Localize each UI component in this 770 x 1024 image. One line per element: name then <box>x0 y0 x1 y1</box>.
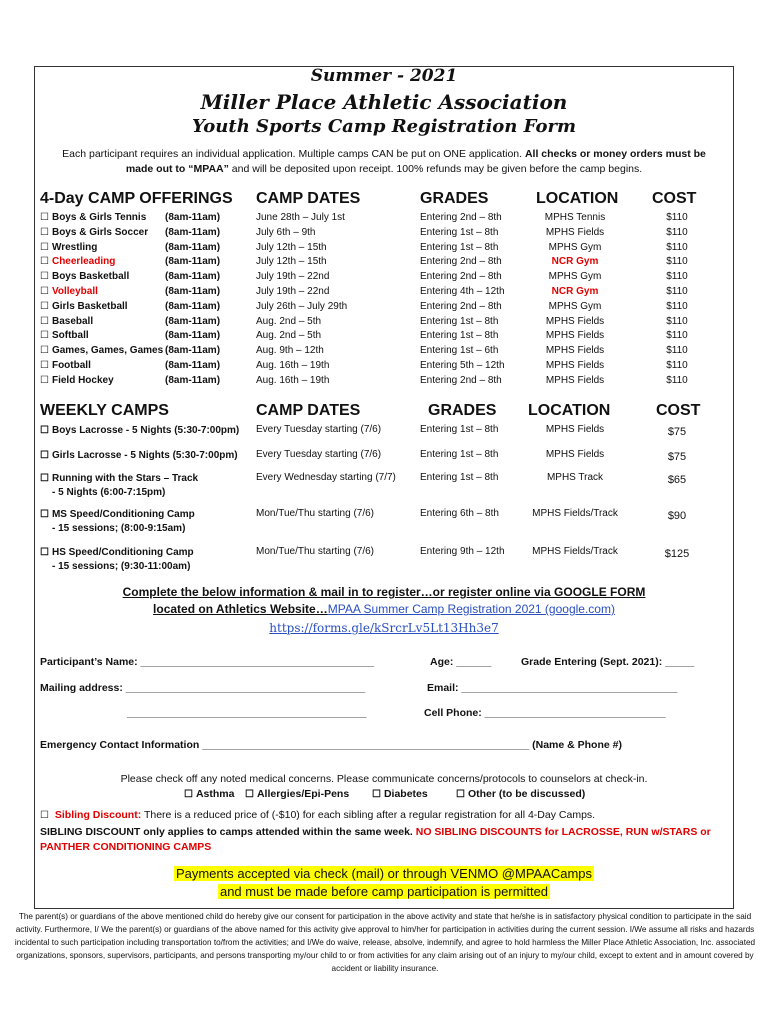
four-day-offering[interactable] <box>40 345 163 356</box>
checkbox-icon[interactable]: ☐ <box>40 212 49 223</box>
checkbox-icon[interactable]: ☐ <box>372 789 381 800</box>
camp-cost: $110 <box>666 212 688 223</box>
emergency-contact-field[interactable]: Emergency Contact Information ________________________________________________________ (Name & Phone #) <box>40 739 622 751</box>
payment-line2: and must be made before camp participation is permitted <box>219 884 549 899</box>
mailing-address-field[interactable]: Mailing address: _________________________________________ <box>40 682 366 694</box>
camp-dates: Aug. 9th – 12th <box>256 345 324 357</box>
camp-grades: Entering 5th – 12th <box>420 360 505 371</box>
url-line <box>34 619 734 637</box>
checkbox-icon[interactable]: ☐ <box>40 450 49 461</box>
four-day-header: 4-Day CAMP OFFERINGS <box>40 190 233 207</box>
medical-option-asthma[interactable]: ☐ Asthma <box>184 788 235 800</box>
camp-name: Boys & Girls Soccer <box>51 226 149 238</box>
four-day-offering[interactable] <box>40 227 148 238</box>
checkbox-icon[interactable]: ☐ <box>40 345 49 357</box>
weekly-offering[interactable] <box>40 449 238 463</box>
checkbox-icon[interactable]: ☐ <box>40 315 49 327</box>
medical-prompt: Please check off any noted medical concerns. Please communicate concerns/protocols to counselors at check-in. <box>120 773 648 785</box>
weekly-offering[interactable] <box>40 508 195 536</box>
checkbox-icon[interactable]: ☐ <box>184 789 193 800</box>
camp-location: NCR Gym <box>551 286 599 297</box>
weekly-location-header: LOCATION <box>528 402 611 419</box>
checkbox-icon[interactable]: ☐ <box>40 226 49 238</box>
checkbox-icon[interactable]: ☐ <box>40 241 49 253</box>
checkbox-icon[interactable]: ☐ <box>40 271 49 283</box>
website-prefix: located on Athletics Website… <box>153 602 328 616</box>
age-field[interactable]: Age: ______ <box>430 656 492 668</box>
google-form-url[interactable]: https://forms.gle/kSrcrLv5Lt13Hh3e7 <box>269 621 499 635</box>
intro-part3: and will be deposited upon receipt. 100% refunds may be given before the camp begins. <box>228 163 643 175</box>
weekly-cost: $75 <box>667 451 687 463</box>
checkbox-icon[interactable]: ☐ <box>40 330 49 342</box>
weekly-camp-name: HS Speed/Conditioning Camp <box>51 547 194 558</box>
camp-cost: $110 <box>666 300 688 312</box>
weekly-cost: $75 <box>667 426 687 438</box>
four-day-grades-header: GRADES <box>420 190 489 207</box>
weekly-camp-schedule: - 15 sessions; (9:30-11:00am) <box>52 561 191 572</box>
checkbox-icon[interactable]: ☐ <box>40 473 49 484</box>
camp-name: Games, Games, Games <box>51 345 164 357</box>
camp-time: (8am-11am) <box>165 360 221 371</box>
camp-time: (8am-11am) <box>165 241 221 253</box>
camp-dates: July 19th – 22nd <box>256 271 330 283</box>
weekly-location: MPHS Fields/Track <box>532 508 618 519</box>
weekly-grades: Entering 1st – 8th <box>420 472 499 483</box>
weekly-location: MPHS Fields <box>545 424 605 435</box>
camp-name: Wrestling <box>51 241 98 253</box>
payment-info <box>34 865 734 901</box>
camp-cost: $110 <box>666 374 688 386</box>
weekly-cost: $125 <box>664 548 690 560</box>
camp-location: MPHS Fields <box>545 360 605 371</box>
intro-part1: Each participant requires an individual application. Multiple camps CAN be put on ONE application. <box>62 148 525 160</box>
weekly-dates: Every Tuesday starting (7/6) <box>256 424 382 435</box>
checkbox-icon[interactable]: ☐ <box>456 789 465 800</box>
camp-cost: $110 <box>666 330 688 342</box>
weekly-grades-header: GRADES <box>428 402 497 419</box>
register-instructions: Complete the below information & mail in to register…or register online via GOOGLE FORM <box>122 585 646 599</box>
four-day-offering[interactable] <box>40 256 115 267</box>
camp-cost: $110 <box>666 286 688 297</box>
intro-text <box>48 147 720 177</box>
medical-option-diabetes[interactable]: ☐ Diabetes <box>372 788 428 800</box>
cell-phone-field[interactable]: Cell Phone: _______________________________ <box>424 707 666 719</box>
camp-name: Volleyball <box>51 286 98 297</box>
camp-cost: $110 <box>666 271 688 283</box>
four-day-offering[interactable] <box>40 316 93 327</box>
checkbox-icon[interactable]: ☐ <box>40 256 49 268</box>
weekly-location: MPHS Track <box>546 472 604 483</box>
weekly-camp-schedule: - 5 Nights (6:00-7:15pm) <box>52 487 166 498</box>
email-field[interactable]: Email: _____________________________________ <box>427 682 678 694</box>
camp-dates: July 12th – 15th <box>256 241 327 253</box>
camp-location: NCR Gym <box>551 256 599 268</box>
sibling-discount-label: Sibling Discount: <box>54 809 142 821</box>
camp-time: (8am-11am) <box>165 212 221 223</box>
weekly-camp-name: MS Speed/Conditioning Camp <box>51 509 195 520</box>
camp-dates: July 6th – 9th <box>256 226 316 238</box>
checkbox-icon[interactable]: ☐ <box>40 810 49 821</box>
weekly-offering[interactable] <box>40 472 198 500</box>
weekly-camp-schedule: - 15 sessions; (8:00-9:15am) <box>52 523 186 534</box>
camp-name: Boys Basketball <box>51 271 130 283</box>
four-day-offering[interactable] <box>40 360 91 371</box>
camp-dates: July 26th – July 29th <box>256 300 348 312</box>
camp-cost: $110 <box>666 241 688 253</box>
camp-name: Cheerleading <box>51 256 116 268</box>
camp-location: MPHS Fields <box>545 315 605 327</box>
camp-name: Field Hockey <box>51 374 114 386</box>
weekly-cost: $65 <box>667 474 687 486</box>
camp-time: (8am-11am) <box>165 286 221 297</box>
camp-location: MPHS Gym <box>548 271 602 283</box>
camp-grades: Entering 1st – 8th <box>420 330 499 342</box>
sibling-note-black: SIBLING DISCOUNT only applies to camps attended within the same week. <box>40 826 416 838</box>
participant-name-field[interactable]: Participant’s Name: ________________________________________ <box>40 656 375 668</box>
camp-grades: Entering 1st – 6th <box>420 345 499 357</box>
camp-location: MPHS Fields <box>545 345 605 357</box>
checkbox-icon[interactable]: ☐ <box>40 360 49 371</box>
camp-location: MPHS Fields <box>545 330 605 342</box>
checkbox-icon[interactable]: ☐ <box>40 425 49 436</box>
camp-name: Football <box>51 360 91 371</box>
weekly-offering[interactable] <box>40 546 194 574</box>
camp-grades: Entering 4th – 12th <box>420 286 505 297</box>
four-day-offering[interactable] <box>40 212 146 223</box>
weekly-camp-name: Boys Lacrosse - 5 Nights (5:30-7:00pm) <box>51 425 240 436</box>
google-form-link[interactable]: MPAA Summer Camp Registration 2021 (google.com) <box>327 602 615 616</box>
four-day-location-header: LOCATION <box>536 190 619 207</box>
camp-time: (8am-11am) <box>165 226 221 238</box>
camp-grades: Entering 2nd – 8th <box>420 212 502 223</box>
camp-dates: June 28th – July 1st <box>256 212 345 223</box>
four-day-offering[interactable] <box>40 330 89 341</box>
weekly-grades: Entering 9th – 12th <box>420 546 505 557</box>
four-day-offering[interactable] <box>40 375 114 386</box>
camp-dates: Aug. 16th – 19th <box>256 374 330 386</box>
camp-time: (8am-11am) <box>165 330 221 342</box>
register-website-line <box>34 601 734 618</box>
camp-cost: $110 <box>666 256 688 268</box>
camp-time: (8am-11am) <box>165 271 221 283</box>
medical-option-allergies[interactable]: ☐ Allergies/Epi-Pens <box>245 788 350 800</box>
camp-grades: Entering 2nd – 8th <box>420 271 502 283</box>
checkbox-icon[interactable]: ☐ <box>40 547 49 558</box>
camp-time: (8am-11am) <box>165 374 221 386</box>
camp-grades: Entering 1st – 8th <box>420 315 499 327</box>
season-title: Summer - 2021 <box>310 66 458 86</box>
camp-name: Boys & Girls Tennis <box>51 212 147 223</box>
intro-checks-note: All checks or money orders must be made out to “MPAA” <box>125 148 706 175</box>
weekly-camp-name: Running with the Stars – Track <box>51 473 199 484</box>
camp-time: (8am-11am) <box>165 300 221 312</box>
weekly-dates: Every Tuesday starting (7/6) <box>256 449 382 460</box>
camp-time: (8am-11am) <box>165 256 221 268</box>
four-day-offering[interactable] <box>40 301 128 312</box>
weekly-grades: Entering 6th – 8th <box>420 508 499 519</box>
four-day-offering[interactable] <box>40 242 97 253</box>
org-title: Miller Place Athletic Association <box>200 90 568 114</box>
camp-grades: Entering 2nd – 8th <box>420 256 502 268</box>
legal-consent: The parent(s) or guardians of the above mentioned child do hereby give our consent for participation in the above activity and state that he/she is in satisfactory physical condition to participate in the said activity. Furthermore, I/ We the parent(s) or guardians of the above named for this activity give approval to him/her for participation in activities during the current session. I/We assume all risks and hazards incidental to such participation including transportation to/from the activities; and I/We do waive, release, absolve, indemnify, and agree to hold harmless the Miller Place Athletic Association, Inc. associated organizations, sponsors, supervisors, participants, and persons transporting my/our child to or from activities for any claim arising out of an injury to my/our child, except to extent and in amount covered by accident or liability insurance. <box>14 912 756 973</box>
weekly-dates-header: CAMP DATES <box>256 402 361 419</box>
mailing-address-line2[interactable]: _________________________________________ <box>127 707 367 719</box>
sibling-note-red: NO SIBLING DISCOUNTS for LACROSSE, RUN w/STARS or PANTHER CONDITIONING CAMPS <box>40 826 711 853</box>
camp-dates: July 19th – 22nd <box>256 286 330 297</box>
four-day-cost-header: COST <box>652 190 697 207</box>
weekly-grades: Entering 1st – 8th <box>420 424 499 435</box>
camp-cost: $110 <box>666 315 688 327</box>
camp-time: (8am-11am) <box>165 315 221 327</box>
weekly-dates: Mon/Tue/Thu starting (7/6) <box>256 546 375 557</box>
four-day-offering[interactable] <box>40 271 129 282</box>
sibling-discount-text: There is a reduced price of (-$10) for each sibling after a regular registration for all 4-Day Camps. <box>143 809 596 821</box>
camp-grades: Entering 1st – 8th <box>420 241 499 253</box>
camp-grades: Entering 2nd – 8th <box>420 374 502 386</box>
camp-location: MPHS Gym <box>548 300 602 312</box>
weekly-offering[interactable] <box>40 424 239 438</box>
weekly-location: MPHS Fields <box>545 449 605 460</box>
camp-dates: Aug. 16th – 19th <box>256 360 330 371</box>
camp-time: (8am-11am) <box>165 345 221 357</box>
camp-name: Girls Basketball <box>51 300 128 312</box>
sibling-discount-note <box>40 825 730 855</box>
camp-grades: Entering 2nd – 8th <box>420 300 502 312</box>
camp-grades: Entering 1st – 8th <box>420 226 499 238</box>
camp-dates: Aug. 2nd – 5th <box>256 315 322 327</box>
medical-option-other[interactable]: ☐ Other (to be discussed) <box>456 788 586 800</box>
camp-name: Softball <box>51 330 89 342</box>
four-day-offering[interactable] <box>40 286 98 297</box>
checkbox-icon[interactable]: ☐ <box>245 789 254 800</box>
weekly-location: MPHS Fields/Track <box>532 546 618 557</box>
weekly-header: WEEKLY CAMPS <box>40 402 169 419</box>
payment-line1: Payments accepted via check (mail) or through VENMO @MPAACamps <box>175 866 593 881</box>
camp-cost: $110 <box>666 226 688 238</box>
camp-location: MPHS Tennis <box>544 212 606 223</box>
four-day-dates-header: CAMP DATES <box>256 190 361 207</box>
camp-location: MPHS Gym <box>548 241 602 253</box>
camp-cost: $110 <box>666 345 688 357</box>
sibling-discount-line <box>40 809 595 821</box>
weekly-camp-name: Girls Lacrosse - 5 Nights (5:30-7:00pm) <box>51 450 238 461</box>
camp-dates: July 12th – 15th <box>256 256 327 268</box>
camp-cost: $110 <box>666 360 688 371</box>
weekly-cost: $90 <box>667 510 687 522</box>
camp-location: MPHS Fields <box>545 374 605 386</box>
checkbox-icon[interactable]: ☐ <box>40 300 49 312</box>
camp-location: MPHS Fields <box>545 226 605 238</box>
weekly-cost-header: COST <box>656 402 701 419</box>
camp-dates: Aug. 2nd – 5th <box>256 330 322 342</box>
grade-entering-field[interactable]: Grade Entering (Sept. 2021): _____ <box>521 656 695 668</box>
checkbox-icon[interactable]: ☐ <box>40 374 49 386</box>
checkbox-icon[interactable]: ☐ <box>40 509 49 520</box>
weekly-dates: Every Wednesday starting (7/7) <box>256 472 396 483</box>
weekly-dates: Mon/Tue/Thu starting (7/6) <box>256 508 375 519</box>
form-title: Youth Sports Camp Registration Form <box>192 116 576 137</box>
camp-name: Baseball <box>51 315 94 327</box>
checkbox-icon[interactable]: ☐ <box>40 286 49 297</box>
weekly-grades: Entering 1st – 8th <box>420 449 499 460</box>
